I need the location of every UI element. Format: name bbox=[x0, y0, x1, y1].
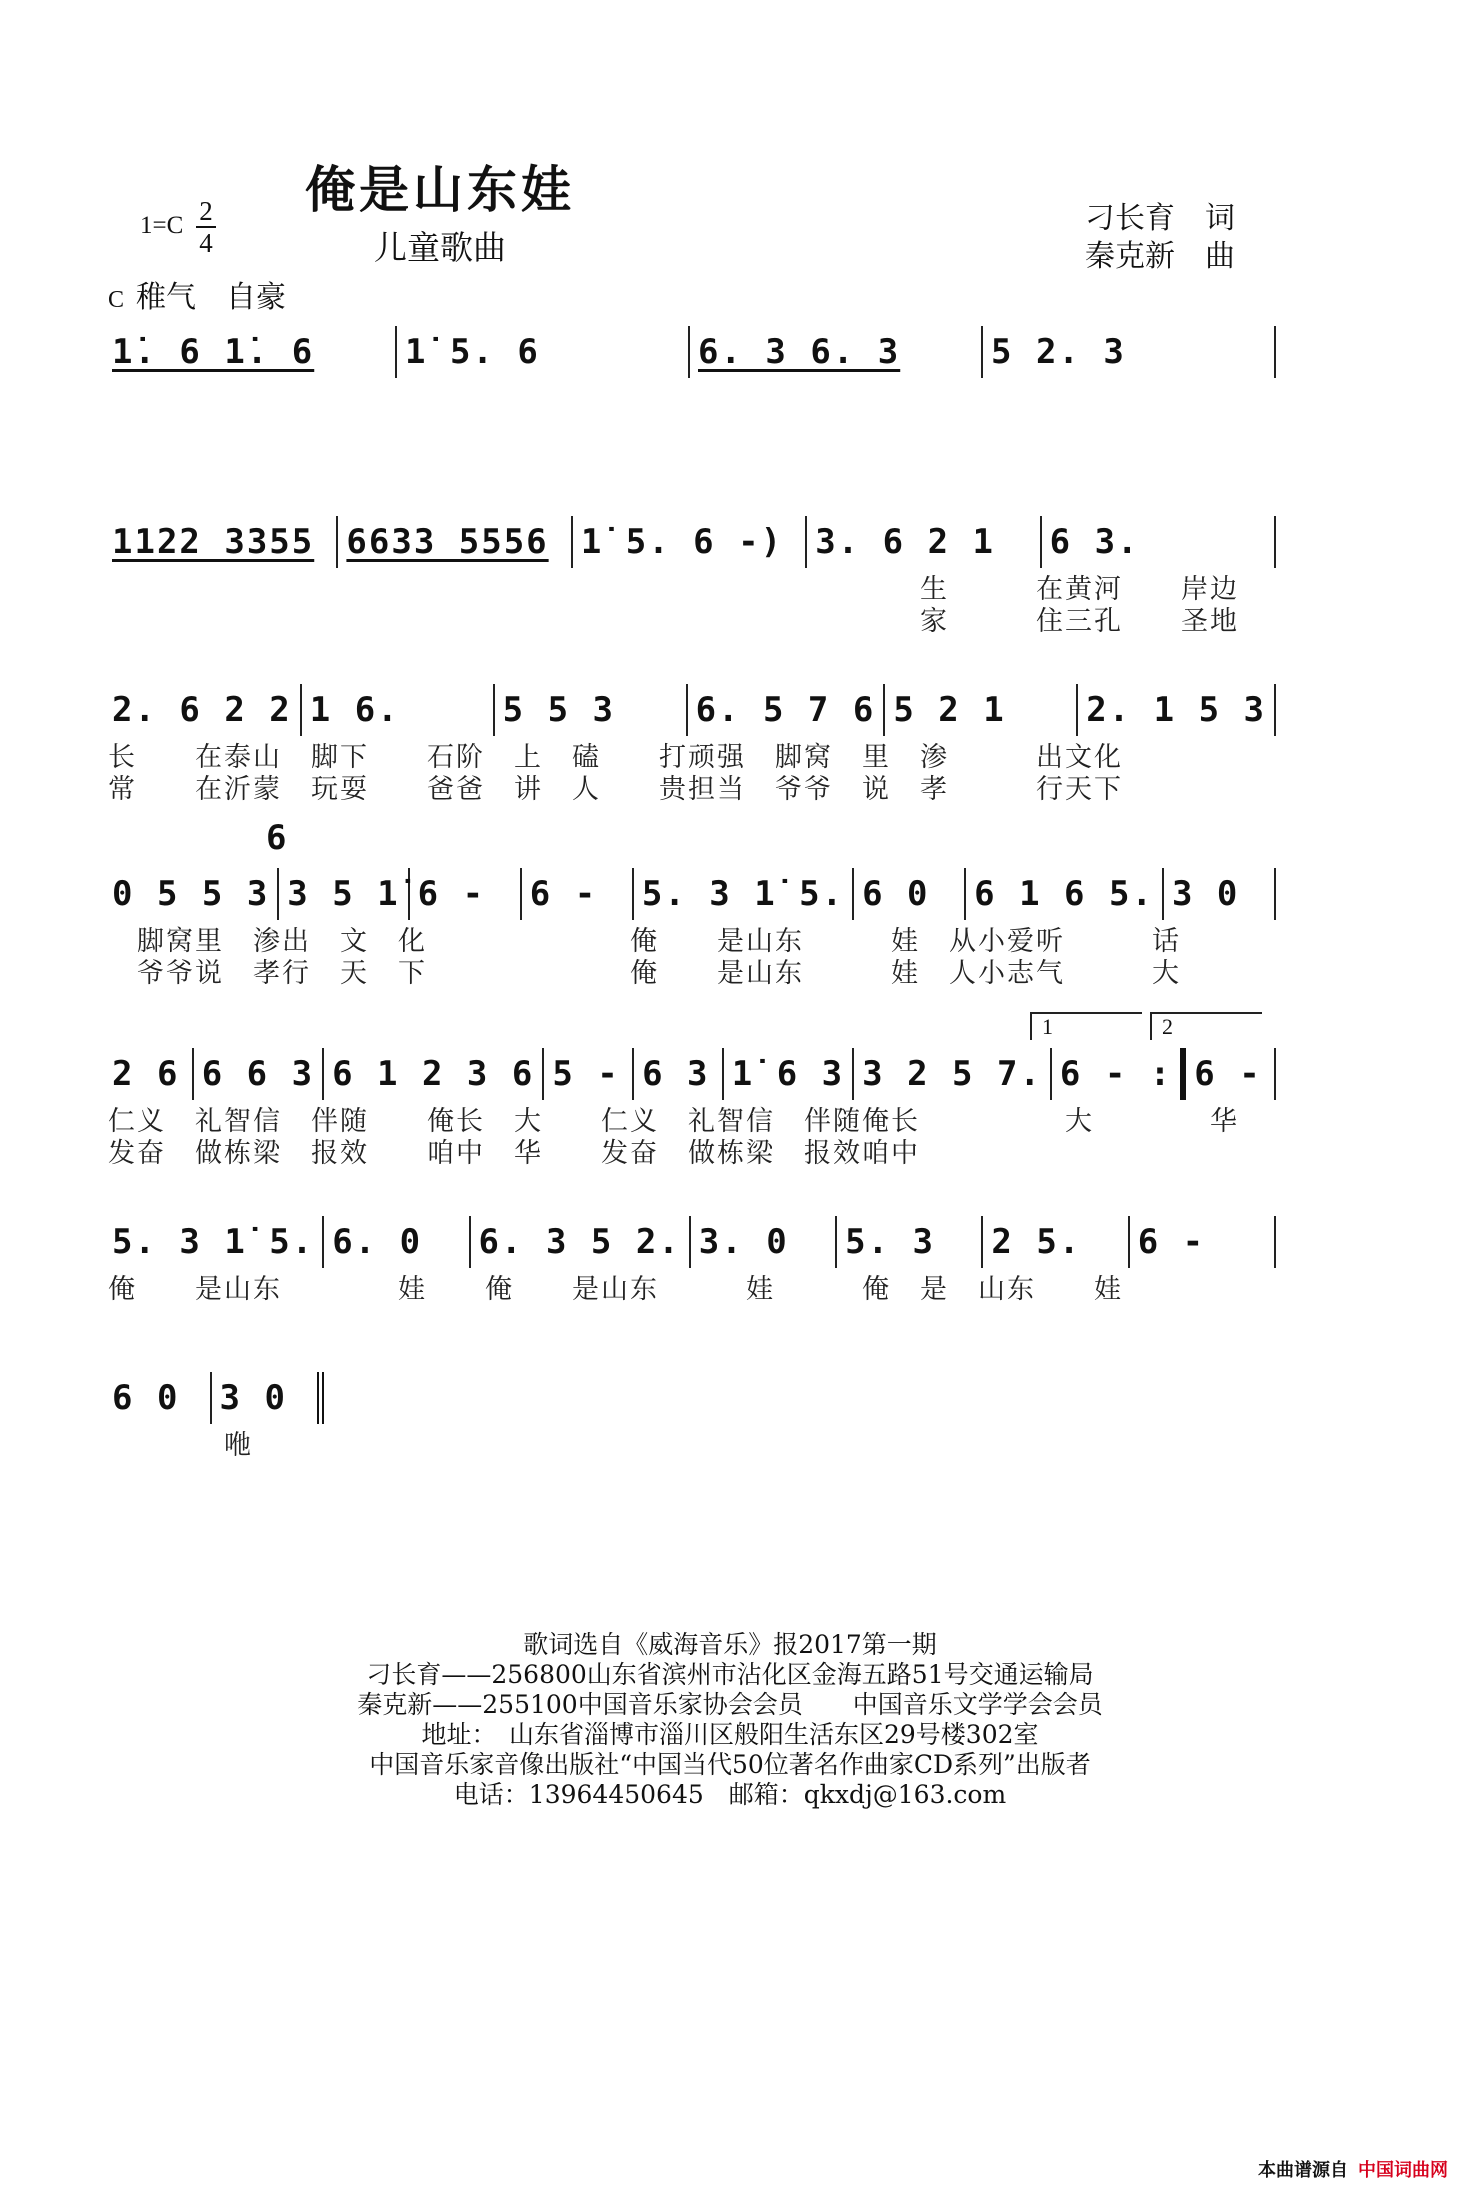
tempo-marking bbox=[108, 272, 286, 316]
measure: 2 5. bbox=[983, 1216, 1129, 1268]
lyrics-verse-1: 脚窝里 渗出 文 化 俺 是山东 娃 从小爱听 话 bbox=[108, 926, 1181, 957]
score-row-1 bbox=[104, 318, 1276, 378]
measure-line bbox=[104, 508, 1276, 568]
measure: 6 - bbox=[1130, 1216, 1276, 1268]
score-row-6 bbox=[104, 1208, 1276, 1306]
measure: 3 5 1̇ bbox=[279, 868, 409, 920]
lyrics-verse-1: 长 在泰山 脚下 石阶 上 磕 打顽强 脚窝 里 渗 出文化 bbox=[108, 742, 1123, 773]
lyrics-verse-2: 常 在沂蒙 玩耍 爸爸 讲 人 贵担当 爷爷 说 孝 行天下 bbox=[108, 774, 1123, 805]
measure-line bbox=[104, 1040, 1276, 1100]
key-signature: 1=C bbox=[140, 212, 184, 239]
measure-line bbox=[104, 1364, 324, 1424]
measure: 1̇. 6 1̇. 6 bbox=[104, 326, 397, 378]
measure: 5. 3 1̇ 5. bbox=[634, 868, 854, 920]
score-row-5 bbox=[104, 1040, 1276, 1170]
measure-line bbox=[104, 1208, 1276, 1268]
measure-line bbox=[104, 860, 1276, 920]
measure: 5 2 1 bbox=[885, 684, 1078, 736]
measure: 6. 5 7 6 bbox=[688, 684, 886, 736]
composer-credit: 秦克新 曲 bbox=[1085, 239, 1235, 274]
song-subtitle: 儿童歌曲 bbox=[374, 228, 506, 267]
measure: 3 2 5 7. bbox=[854, 1048, 1052, 1100]
measure: 3. 6 2 1 bbox=[807, 516, 1041, 568]
measure: 1̇ 6 3 bbox=[724, 1048, 854, 1100]
measure: 2. 6 2 2 bbox=[104, 684, 302, 736]
measure: 3 0 bbox=[1164, 868, 1276, 920]
measure: 5 2. 3 bbox=[983, 326, 1276, 378]
credits bbox=[1085, 200, 1235, 276]
footer-line: 电话：13964450645 邮箱：qkxdj@163.com bbox=[453, 1780, 1007, 1809]
time-signature-bottom: 4 bbox=[199, 228, 213, 258]
song-title: 俺是山东娃 bbox=[305, 161, 575, 219]
measure: 6 1 6 5. bbox=[966, 868, 1164, 920]
measure: 6 0 bbox=[104, 1372, 212, 1424]
measure: 5. 3 bbox=[837, 1216, 983, 1268]
measure: 1̇ 5. 6 -) bbox=[573, 516, 807, 568]
measure: 2 6 bbox=[104, 1048, 194, 1100]
lyrics-verse-1: 咃 bbox=[108, 1430, 253, 1461]
lyrics-verse-1: 生 在黄河 岸边 bbox=[108, 574, 1239, 605]
score-row-2 bbox=[104, 508, 1276, 638]
footer-line: 秦克新——255100中国音乐家协会会员 中国音乐文学学会会员 bbox=[357, 1690, 1103, 1719]
measure: 6. 3 5 2. bbox=[471, 1216, 691, 1268]
measure: 6 - bbox=[1186, 1048, 1276, 1100]
measure: 0 5 5 3 bbox=[104, 868, 279, 920]
lyricist-credit: 刁长育 词 bbox=[1085, 201, 1235, 236]
footer-line: 歌词选自《威海音乐》报2017第一期 bbox=[523, 1630, 937, 1659]
measure: 6 3 bbox=[634, 1048, 724, 1100]
measure: 6 3. bbox=[1042, 516, 1276, 568]
measure: 6633 5556 bbox=[338, 516, 572, 568]
footer-line: 地址： 山东省淄博市淄川区般阳生活东区29号楼302室 bbox=[421, 1720, 1039, 1749]
measure: 2. 1 5 3 bbox=[1078, 684, 1276, 736]
lyrics-verse-1: 俺 是山东 娃 俺 是山东 娃 俺 是 山东 娃 bbox=[108, 1274, 1123, 1305]
measure: 6 - bbox=[522, 868, 634, 920]
measure: 5. 3 1̇ 5. bbox=[104, 1216, 324, 1268]
source-credit bbox=[1258, 2156, 1448, 2182]
measure: 1̇ 5. 6 bbox=[397, 326, 690, 378]
tempo-marker: C bbox=[108, 287, 125, 313]
lyrics-verse-1: 仁义 礼智信 伴随 俺长 大 仁义 礼智信 伴随俺长 大 华 bbox=[108, 1106, 1239, 1137]
measure: 6 6 3 bbox=[194, 1048, 324, 1100]
measure: 3. 0 bbox=[691, 1216, 837, 1268]
source-label: 本曲谱源自 bbox=[1258, 2160, 1348, 2181]
measure: 6 1 2 3 6 bbox=[324, 1048, 544, 1100]
footer-line: 中国音乐家音像出版社“中国当代50位著名作曲家CD系列”出版者 bbox=[369, 1750, 1091, 1779]
measure: 6 - : bbox=[1052, 1048, 1186, 1100]
measure-line bbox=[104, 676, 1276, 736]
measure: 1122 3355 bbox=[104, 516, 338, 568]
score-row-4 bbox=[104, 860, 1276, 990]
measure: 1 6. bbox=[302, 684, 495, 736]
measure: 3 0 bbox=[212, 1372, 325, 1424]
volta-second-ending: 2 bbox=[1150, 1012, 1262, 1040]
score-row-3 bbox=[104, 676, 1276, 806]
measure: 5 5 3 bbox=[495, 684, 688, 736]
footer-info bbox=[0, 1630, 1460, 1810]
measure: 6. 0 bbox=[324, 1216, 470, 1268]
time-signature bbox=[196, 196, 216, 258]
lyrics-verse-2: 发奋 做栋梁 报效 咱中 华 发奋 做栋梁 报效咱中 bbox=[108, 1138, 920, 1169]
lyrics-verse-2: 爷爷说 孝行 天 下 俺 是山东 娃 人小志气 大 bbox=[108, 958, 1181, 989]
measure: 6. 3 6. 3 bbox=[690, 326, 983, 378]
chord-mark: 6 bbox=[266, 818, 287, 858]
measure: 6 0 bbox=[854, 868, 966, 920]
measure: 6 - bbox=[410, 868, 522, 920]
score-row-7 bbox=[104, 1364, 324, 1462]
tempo-text: 稚气 自豪 bbox=[136, 280, 287, 315]
lyrics-verse-2: 家 住三孔 圣地 bbox=[108, 606, 1239, 637]
footer-line: 刁长育——256800山东省滨州市沾化区金海五路51号交通运输局 bbox=[366, 1660, 1094, 1689]
measure-line bbox=[104, 318, 1276, 378]
time-signature-top: 2 bbox=[199, 196, 213, 226]
volta-first-ending: 1 bbox=[1030, 1012, 1142, 1040]
source-site-link[interactable]: 中国词曲网 bbox=[1358, 2160, 1448, 2181]
measure: 5 - bbox=[544, 1048, 634, 1100]
